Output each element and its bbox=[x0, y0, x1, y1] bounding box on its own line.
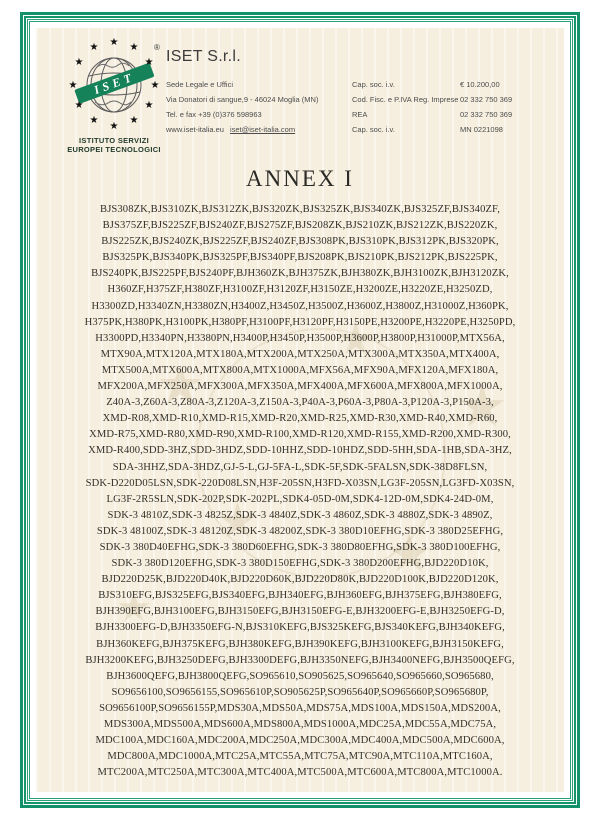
code-line: MFX200A,MFX250A,MFX300A,MFX350A,MFX400A,MFX600A,MFX800A,MFX1000A, bbox=[97, 381, 503, 393]
code-line: MTX500A,MTX600A,MTX800A,MTX1000A,MFX56A,MFX90A,MFX120A,MFX180A, bbox=[101, 364, 499, 376]
star-icon: ★ bbox=[129, 42, 139, 53]
company-name: ISET S.r.l. bbox=[166, 48, 242, 65]
registry-row bbox=[352, 125, 564, 140]
star-icon: ★ bbox=[144, 100, 154, 111]
globe-stars-icon bbox=[62, 32, 166, 134]
code-line: H375PK,H380PK,H3100PK,H380PF,H3100PF,H3120PF,H3150PE,H3200PE,H3220PE,H3250PD, bbox=[84, 316, 516, 328]
watermark-star-icon: ★ bbox=[116, 586, 152, 630]
code-line: BJS325PK,BJS340PK,BJS325PF,BJS340PF,BJS208PK,BJS210PK,BJS212PK,BJS225PK, bbox=[102, 252, 498, 264]
watermark-star-icon: ★ bbox=[456, 374, 508, 439]
code-line: BJH3600QEFG,BJH3800QEFG,SO965610,SO905625,SO965640,SO965660,SO965680, bbox=[106, 670, 494, 682]
code-line: BJS225ZK,BJS240ZK,BJS225ZF,BJS240ZF,BJS308PK,BJS310PK,BJS312PK,BJS320PK, bbox=[101, 236, 499, 248]
registry-row bbox=[352, 95, 564, 110]
code-line: SDK-D220D05LSN,SDK-220D08LSN,H3F-205SN,H3FD-X03SN,LG3F-205SN,LG3FD-X03SN, bbox=[85, 477, 515, 489]
registry-label: REA bbox=[352, 110, 368, 119]
code-line: MDC800A,MDC1000A,MTC25A,MTC55A,MTC75A,MTC90A,MTC110A,MTC160A, bbox=[107, 751, 493, 763]
star-icon: ★ bbox=[89, 115, 99, 126]
iset-banner-text: ISET bbox=[91, 69, 137, 98]
contact-address: Via Donatori di sangue,9 - 46024 Moglia (MN) bbox=[166, 95, 319, 104]
code-line: SO9656100,SO9656155,SO965610P,SO905625P,SO965640P,SO965660P,SO965680P, bbox=[111, 686, 489, 698]
registry-label: Cap. soc. i.v. bbox=[352, 80, 395, 89]
contact-office-label: Sede Legale e Uffici bbox=[166, 80, 233, 89]
registry-block bbox=[352, 80, 564, 140]
star-icon: ★ bbox=[144, 57, 154, 68]
contact-website: www.iset-italia.eu bbox=[166, 125, 224, 134]
registry-value: 02 332 750 369 bbox=[460, 95, 513, 104]
watermark-star-icon: ★ bbox=[216, 495, 260, 548]
code-line: BJS375ZF,BJS225ZF,BJS240ZF,BJS275ZF,BJS208ZK,BJS210ZK,BJS212ZK,BJS220ZK, bbox=[102, 220, 498, 232]
code-line: BJS240PK,BJS225PF,BJS240PF,BJH360ZK,BJH375ZK,BJH380ZK,BJH3100ZK,BJH3120ZK, bbox=[91, 268, 509, 280]
code-line: SDK-3 380D40EFHG,SDK-3 380D60EFHG,SDK-3 380D80EFHG,SDK-3 380D100EFHG, bbox=[99, 541, 501, 553]
star-icon: ★ bbox=[89, 42, 99, 53]
code-line: BJH360KEFG,BJH375KEFG,BJH380KEFG,BJH390KEFG,BJH3100KEFG,BJH3150KEFG, bbox=[96, 638, 504, 650]
product-code-list bbox=[36, 202, 564, 781]
iset-logo bbox=[48, 32, 180, 154]
code-line: MDS300A,MDS500A,MDS600A,MDS800A,MDS1000A,MDC25A,MDC55A,MDC75A, bbox=[103, 719, 497, 730]
watermark-star-icon: ★ bbox=[386, 525, 433, 583]
code-line: SO9656100P,SO9656155P,MDS30A,MDS50A,MDS75A,MDS100A,MDS150A,MDS200A, bbox=[99, 702, 501, 714]
contact-phone: Tel. e fax +39 (0)376 598963 bbox=[166, 110, 262, 119]
code-line: BJH3300EFG-D,BJH3350EFG-N,BJS310KEFG,BJS325KEFG,BJS340KEFG,BJH340KEFG, bbox=[95, 622, 505, 634]
code-line: SDA-3HHZ,SDA-3HDZ,GJ-5-L,GJ-5FA-L,SDK-5F,SDK-5FALSN,SDK-38D8FLSN, bbox=[112, 461, 488, 473]
letterhead-page bbox=[36, 28, 564, 792]
registry-row bbox=[352, 110, 564, 125]
code-line: H3300ZD,H3340ZN,H3380ZN,H3400Z,H3450Z,H3500Z,H3600Z,H3800Z,H31000Z,H360PK, bbox=[91, 300, 509, 312]
code-line: MDC100A,MDC160A,MDC200A,MDC250A,MDC300A,MDC400A,MDC500A,MDC600A, bbox=[95, 735, 505, 747]
star-icon: ★ bbox=[150, 80, 160, 91]
code-line: XMD-R75,XMD-R80,XMD-R90,XMD-R100,XMD-R120,XMD-R155,XMD-R200,XMD-R300, bbox=[89, 429, 511, 441]
registry-label: Cap. soc. i.v. bbox=[352, 125, 395, 134]
logo-caption-line2: EUROPEI TECNOLOGICI bbox=[67, 145, 161, 154]
code-line: BJH390EFG,BJH3100EFG,BJH3150EFG,BJH3150EFG-E,BJH3200EFG-E,BJH3250EFG-D, bbox=[95, 606, 505, 618]
registry-value: € 10.200,00 bbox=[460, 80, 500, 89]
code-line: SDK-3 48100Z,SDK-3 48120Z,SDK-3 48200Z,SDK-3 380D10EFHG,SDK-3 380D25EFHG, bbox=[96, 525, 504, 537]
code-line: BJD220D25K,BJD220D40K,BJD220D60K,BJD220D80K,BJD220D100K,BJD220D120K, bbox=[101, 574, 499, 586]
code-line: H360ZF,H375ZF,H380ZF,H3100ZF,H3120ZF,H3150ZE,H3200ZE,H3220ZE,H3250ZD, bbox=[107, 284, 493, 296]
contact-block bbox=[166, 80, 318, 140]
watermark-star-icon: ★ bbox=[156, 355, 205, 415]
logo-caption-line1: ISTITUTO SERVIZI bbox=[79, 136, 149, 145]
registry-row bbox=[352, 80, 564, 95]
registry-label: Cod. Fisc. e P.IVA Reg. Imprese bbox=[352, 95, 459, 104]
code-line: BJH3200KEFG,BJH3250DEFG,BJH3300DEFG,BJH3350NEFG,BJH3400NEFG,BJH3500QEFG, bbox=[85, 654, 515, 666]
code-line: H3300PD,H3340PN,H3380PN,H3400P,H3450P,H3500P,H3600P,H3800P,H31000P,MTX56A, bbox=[95, 332, 505, 344]
code-line: MTC200A,MTC250A,MTC300A,MTC400A,MTC500A,MTC600A,MTC800A,MTC1000A. bbox=[97, 767, 503, 779]
code-line: XMD-R08,XMD-R10,XMD-R15,XMD-R20,XMD-R25,XMD-R30,XMD-R40,XMD-R60, bbox=[102, 413, 498, 425]
star-icon: ★ bbox=[74, 57, 84, 68]
star-icon: ★ bbox=[74, 100, 84, 111]
page-title: ANNEX I bbox=[246, 166, 354, 191]
code-line: LG3F-2R5SLN,SDK-202P,SDK-202PL,SDK4-05D-0M,SDK4-12D-0M,SDK4-24D-0M, bbox=[106, 493, 494, 505]
code-line: MTX90A,MTX120A,MTX180A,MTX200A,MTX250A,MTX300A,MTX350A,MTX400A, bbox=[100, 348, 500, 360]
code-line: SDK-3 380D120EFHG,SDK-3 380D150EFHG,SDK-3 380D200EFHG,BJD220D10K, bbox=[111, 558, 489, 570]
code-line: XMD-R400,SDD-3HZ,SDD-3HDZ,SDD-10HHZ,SDD-10HDZ,SDD-5HH,SDA-1HB,SDA-3HZ, bbox=[88, 445, 512, 457]
code-line: BJS308ZK,BJS310ZK,BJS312ZK,BJS320ZK,BJS325ZK,BJS340ZK,BJS325ZF,BJS340ZF, bbox=[100, 204, 500, 215]
star-icon: ★ bbox=[129, 115, 139, 126]
watermark-star-icon: ★ bbox=[336, 315, 376, 364]
contact-email: iset@iset-italia.com bbox=[229, 125, 296, 134]
certificate-border bbox=[20, 12, 580, 808]
registry-value: 02 332 750 369 bbox=[460, 110, 513, 119]
star-icon: ★ bbox=[68, 80, 78, 91]
star-icon: ★ bbox=[109, 121, 119, 132]
code-line: Z40A-3,Z60A-3,Z80A-3,Z120A-3,Z150A-3,P40A-3,P60A-3,P80A-3,P120A-3,P150A-3, bbox=[106, 397, 494, 409]
code-line: BJS310EFG,BJS325EFG,BJS340EFG,BJH340EFG,BJH360EFG,BJH375EFG,BJH380EFG, bbox=[98, 590, 502, 602]
registry-value: MN 0221098 bbox=[460, 125, 503, 134]
star-icon: ★ bbox=[109, 37, 119, 48]
code-line: SDK-3 4810Z,SDK-3 4825Z,SDK-3 4840Z,SDK-3 4860Z,SDK-3 4880Z,SDK-3 4890Z, bbox=[107, 509, 493, 521]
registered-mark: ® bbox=[154, 43, 160, 52]
